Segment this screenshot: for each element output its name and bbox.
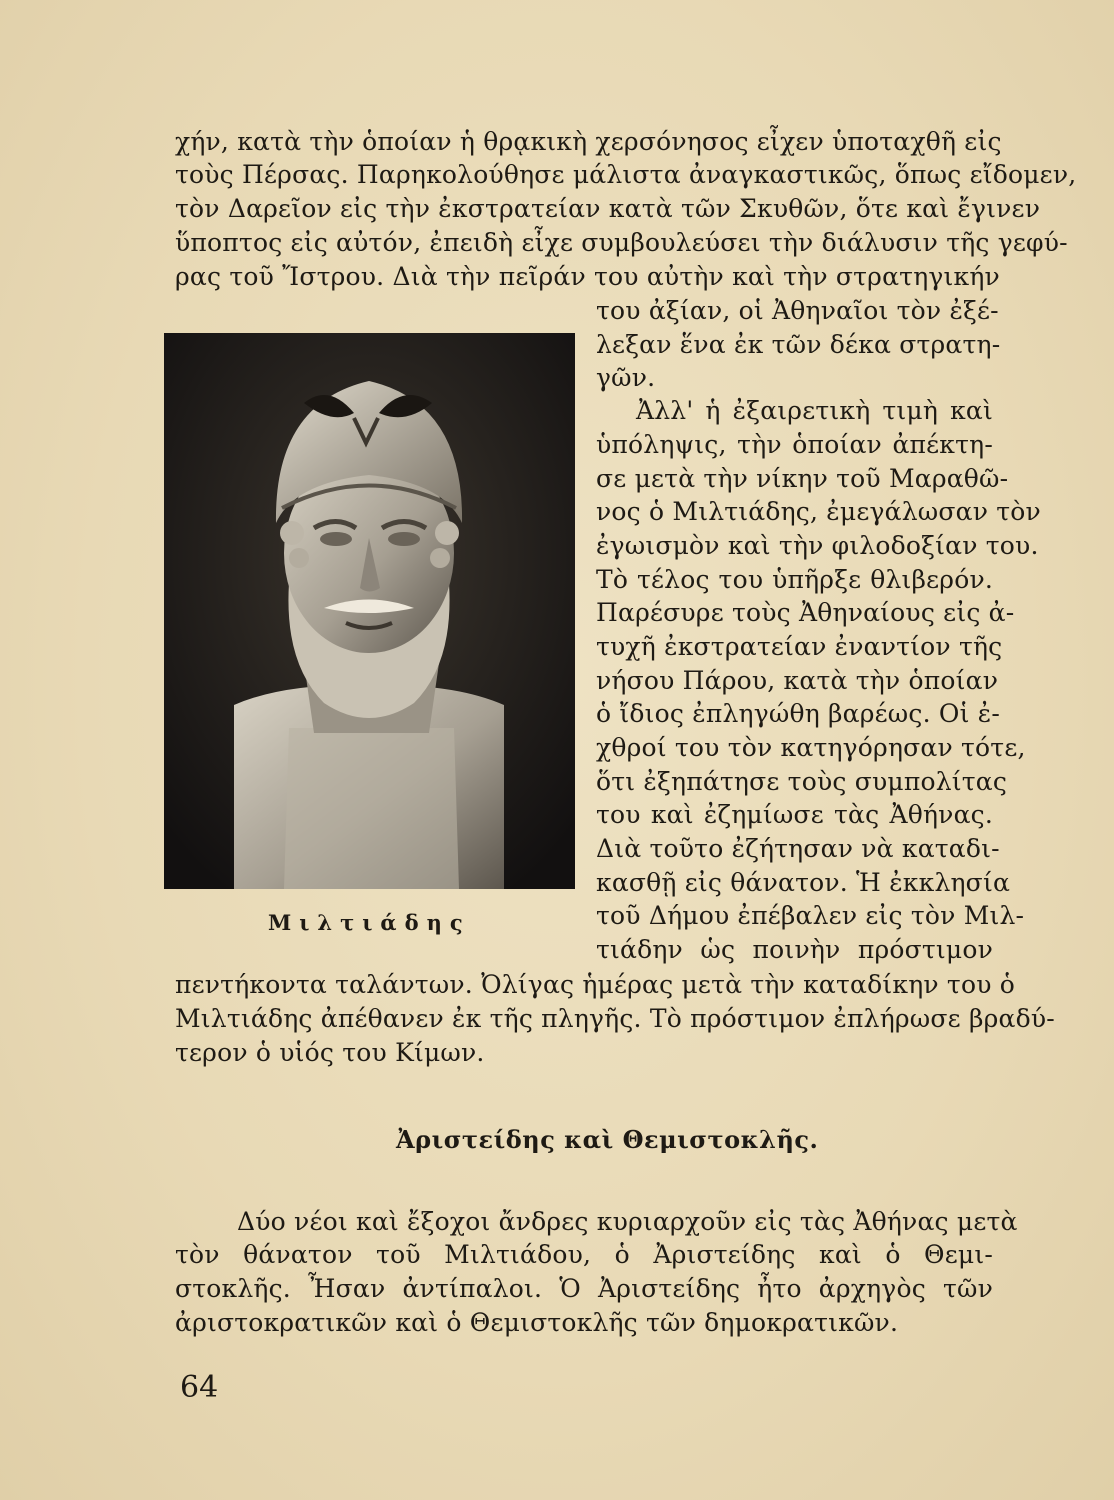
text-line: τοὺς Πέρσας. Παρηκολούθησε μάλιστα ἀναγκαστικῶς, ὅπως εἴδομεν,: [175, 160, 1077, 189]
figure-caption: Μιλτιάδης: [268, 910, 471, 935]
text-line: ἐγωισμὸν καὶ τὴν φιλοδοξίαν του.: [596, 531, 1039, 560]
text-line: χθροί του τὸν κατηγόρησαν τότε,: [596, 733, 1026, 762]
text-line: νήσου Πάρου, κατὰ τὴν ὁποίαν: [596, 666, 999, 695]
text-line: σε μετὰ τὴν νίκην τοῦ Μαραθῶ-: [596, 464, 1009, 493]
page-number: 64: [180, 1370, 219, 1405]
text-line: ὅτι ἐξηπάτησε τοὺς συμπολίτας: [596, 767, 1008, 796]
text-line: Ἀλλ' ἡ ἐξαιρετικὴ τιμὴ καὶ: [636, 396, 993, 425]
bust-illustration: [164, 333, 575, 889]
section-heading: Ἀριστείδης καὶ Θεμιστοκλῆς.: [396, 1125, 819, 1154]
text-line: ἀριστοκρατικῶν καὶ ὁ Θεμιστοκλῆς τῶν δημοκρατικῶν.: [175, 1308, 899, 1337]
text-line: Διὰ τοῦτο ἐζήτησαν νὰ καταδι-: [596, 834, 1000, 863]
text-line: τερον ὁ υἱός του Κίμων.: [175, 1038, 485, 1067]
miltiades-bust-photo: [164, 333, 575, 889]
text-line: πεντήκοντα ταλάντων. Ὀλίγας ἡμέρας μετὰ τὴν καταδίκην του ὁ: [175, 970, 1015, 999]
text-line: Μιλτιάδης ἀπέθανεν ἐκ τῆς πληγῆς. Τὸ πρόστιμον ἐπλήρωσε βραδύ-: [175, 1004, 1055, 1033]
text-line: στοκλῆς. Ἦσαν ἀντίπαλοι. Ὁ Ἀριστείδης ἦτο ἀρχηγὸς τῶν: [175, 1274, 993, 1303]
text-line: χήν, κατὰ τὴν ὁποίαν ἡ θρᾳκικὴ χερσόνησος εἶχεν ὑποταχθῆ εἰς: [175, 127, 1002, 156]
text-line: Τὸ τέλος του ὑπῆρξε θλιβερόν.: [596, 565, 993, 594]
text-line: ὑπόληψις, τὴν ὁποίαν ἀπέκτη-: [596, 430, 993, 459]
text-line: Δύο νέοι καὶ ἔξοχοι ἄνδρες κυριαρχοῦν εἰς τὰς Ἀθήνας μετὰ: [237, 1207, 1018, 1236]
text-line: ρας τοῦ Ἴστρου. Διὰ τὴν πεῖράν του αὐτὴν καὶ τὴν στρατηγικήν: [175, 262, 1000, 291]
text-line: τιάδην ὡς ποινὴν πρόστιμον: [596, 935, 993, 964]
text-line: τὸν θάνατον τοῦ Μιλτιάδου, ὁ Ἀριστείδης καὶ ὁ Θεμι-: [175, 1240, 993, 1269]
text-line: τυχῆ ἐκστρατείαν ἐναντίον τῆς: [596, 632, 1003, 661]
text-line: γῶν.: [596, 363, 656, 392]
text-line: νος ὁ Μιλτιάδης, ἐμεγάλωσαν τὸν: [596, 497, 1041, 526]
text-line: λεξαν ἕνα ἐκ τῶν δέκα στρατη-: [596, 330, 1001, 359]
text-line: ὕποπτος εἰς αὐτόν, ἐπειδὴ εἶχε συμβουλεύσει τὴν διάλυσιν τῆς γεφύ-: [175, 228, 1068, 257]
text-line: Παρέσυρε τοὺς Ἀθηναίους εἰς ἀ-: [596, 598, 1015, 627]
text-line: τοῦ Δήμου ἐπέβαλεν εἰς τὸν Μιλ-: [596, 901, 1025, 930]
text-line: τὸν Δαρεῖον εἰς τὴν ἐκστρατείαν κατὰ τῶν Σκυθῶν, ὅτε καὶ ἔγινεν: [175, 194, 1041, 223]
text-line: κασθῇ εἰς θάνατον. Ἡ ἐκκλησία: [596, 868, 1011, 897]
text-line: του καὶ ἐζημίωσε τὰς Ἀθήνας.: [596, 800, 993, 829]
text-line: ὁ ἴδιος ἐπληγώθη βαρέως. Οἱ ἐ-: [596, 699, 1000, 728]
text-line: του ἀξίαν, οἱ Ἀθηναῖοι τὸν ἐξέ-: [596, 296, 999, 325]
